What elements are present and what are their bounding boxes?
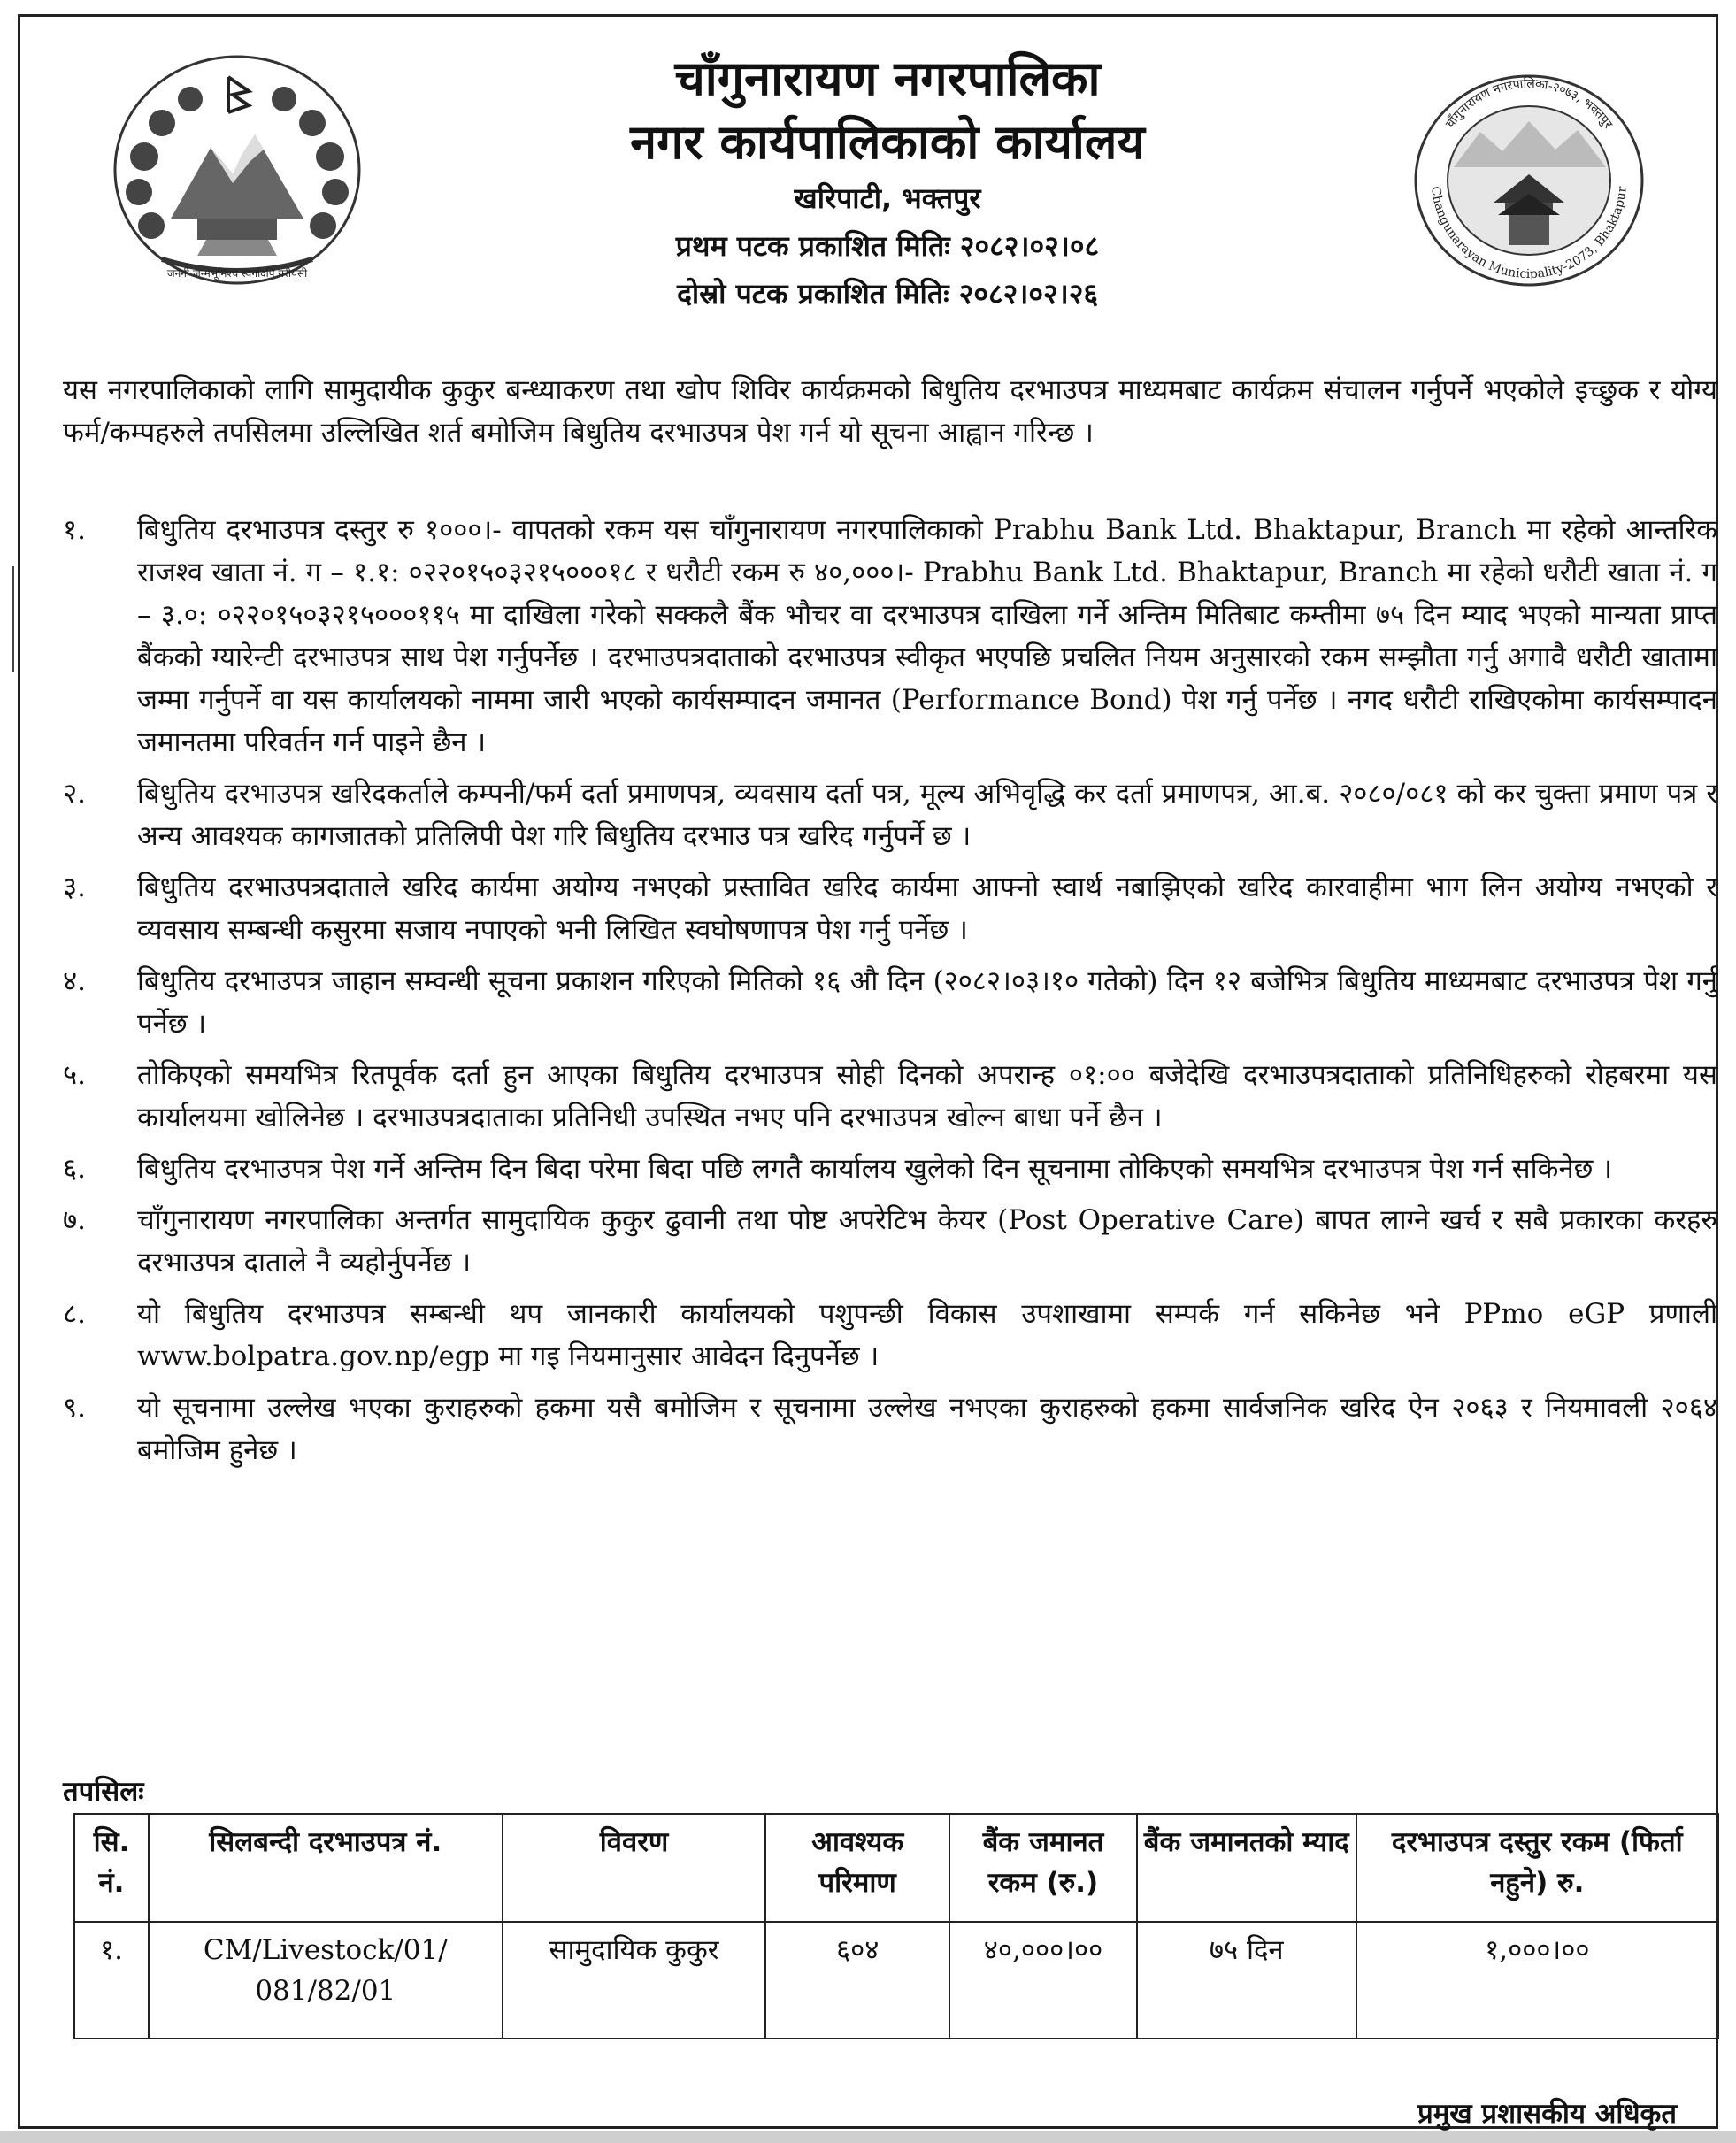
conditions-list [63, 509, 1717, 1480]
office-name: नगर कार्यपालिकाको कार्यालय [630, 114, 1145, 170]
cell-guarantee-amount: ४०,०००।०० [949, 1922, 1137, 2039]
seal-text-bottom: Changunarayan Municipality-2073, Bhaktapur [1428, 185, 1630, 282]
table-header-row [74, 1814, 1718, 1922]
emblem-motto: जननी जन्मभूमिश्च स्वर्गादपि गरीयसी [166, 267, 308, 280]
column-header-guarantee-amount: बैंक जमानत रकम (रु.) [949, 1814, 1137, 1922]
page-edge-mark [0, 566, 14, 672]
cell-guarantee-validity: ७५ दिन [1137, 1922, 1356, 2039]
seal-text-top: चाँगुनारायण नगरपालिका-२०७३, भक्तपुर [1442, 76, 1616, 132]
signoff-title: प्रमुख प्रशासकीय अधिकृत [1417, 2098, 1677, 2130]
condition-item [63, 1199, 1717, 1284]
office-address: खरिपाटी, भक्तपुर [794, 181, 981, 215]
first-published-date: प्रथम पटक प्रकाशित मितिः २०८२।०२।०८ [675, 229, 1100, 263]
column-header-quantity: आवश्यक परिमाण [765, 1814, 949, 1922]
intro-paragraph: यस नगरपालिकाको लागि सामुदायीक कुकुर बन्ध्याकरण तथा खोप शिविर कार्यक्रमको बिधुतिय दरभाउपत्र माध्यमबाट कार्यक्रम संचालन गर्नुपर्ने भएकोले इच्छुक र योग्य फर्म/कम्पहरुले तपसिलमा उल्लिखित शर्त बमोजिम बिधुतिय दरभाउपत्र पेश गर्न यो सूचना आह्वान गरिन्छ । [63, 374, 1717, 449]
condition-item [63, 509, 1717, 764]
column-header-guarantee-validity: बैंक जमानतको म्याद [1137, 1814, 1356, 1922]
schedule-label: तपसिलः [63, 1776, 144, 1808]
condition-number: ९. [63, 1392, 86, 1424]
cell-bid-number: CM/Livestock/01/ 081/82/01 [149, 1922, 503, 2039]
condition-number: ४. [63, 965, 86, 997]
municipality-name: चाँगुनारायण नगरपालिका [674, 50, 1101, 106]
cell-serial: १. [74, 1922, 149, 2039]
second-published-date: दोस्रो पटक प्रकाशित मितिः २०८२।०२।२६ [676, 277, 1099, 311]
condition-item [63, 1148, 1717, 1190]
condition-item [63, 772, 1717, 857]
condition-text: बिधुतिय दरभाउपत्र दस्तुर रु १०००।- वापतको रकम यस चाँगुनारायण नगरपालिकाको Prabhu Bank Ltd. Bhaktapur, Branch मा रहेको आन्तरिक राजश्व खाता नं. ग – १.१: ०२२०१५०३२१५०००१८ र धरौटी रकम रु ४०,०००।- Prabhu Bank Ltd. Bhaktapur, Branch मा रहेको धरौटी खाता नं. ग – ३.०: ०२२०१५०३२१५०००११५ मा दाखिला गरेको सक्कलै बैंक भौचर वा दरभाउपत्र दाखिला गर्ने अन्तिम मितिबाट कम्तीमा ७५ दिन म्याद भएको मान्यता प्राप्त बैंकको ग्यारेन्टी दरभाउपत्र साथ पेश गर्नुपर्नेछ । दरभाउपत्रदाताको दरभाउपत्र स्वीकृत भएपछि प्रचलित नियम अनुसारको रकम सम्झौता गर्नु अगावै धरौटी खातामा जम्मा गर्नुपर्ने वा यस कार्यालयको नाममा जारी भएको कार्यसम्पादन जमानत (Performance Bond) पेश गर्नु पर्नेछ । नगद धरौटी राखिएकोमा कार्यसम्पादन जमानतमा परिवर्तन गर्न पाइने छैन । [137, 514, 1717, 758]
condition-number: ८. [63, 1298, 86, 1330]
cell-bid-fee: १,०००।०० [1356, 1922, 1718, 2039]
condition-text: बिधुतिय दरभाउपत्र जाहान सम्वन्धी सूचना प्रकाशन गरिएको मितिको १६ औ दिन (२०८२।०३।१० गतेको) दिन १२ बजेभित्र बिधुतिय माध्यमबाट दरभाउपत्र पेश गर्नु पर्नेछ । [137, 965, 1717, 1040]
condition-item [63, 1054, 1717, 1139]
condition-number: ७. [63, 1204, 86, 1236]
condition-number: ६. [63, 1153, 86, 1185]
notice-page [18, 14, 1718, 2129]
condition-item [63, 1293, 1717, 1378]
notice-header [410, 47, 1365, 318]
condition-item [63, 1386, 1717, 1471]
condition-text: बिधुतिय दरभाउपत्र खरिदकर्ताले कम्पनी/फर्म दर्ता प्रमाणपत्र, व्यवसाय दर्ता पत्र, मूल्य अभिवृद्धि कर दर्ता प्रमाणपत्र, आ.ब. २०८०/०८१ को कर चुक्ता प्रमाण पत्र र अन्य आवश्यक कागजातको प्रतिलिपी पेश गरि बिधुतिय दरभाउ पत्र खरिद गर्नुपर्ने छ । [137, 778, 1717, 852]
condition-text: बिधुतिय दरभाउपत्र पेश गर्ने अन्तिम दिन बिदा परेमा बिदा पछि लगतै कार्यालय खुलेको दिन सूचनामा तोकिएको समयभित्र दरभाउपत्र पेश गर्न सकिनेछ । [137, 1153, 1612, 1185]
column-header-bid-number: सिलबन्दी दरभाउपत्र नं. [149, 1814, 503, 1922]
cell-description: सामुदायिक कुकुर [503, 1922, 766, 2039]
condition-text: यो सूचनामा उल्लेख भएका कुराहरुको हकमा यसै बमोजिम र सूचनामा उल्लेख नभएका कुराहरुको हकमा सार्वजनिक खरिद ऐन २०६३ र नियमावली २०६४ बमोजिम हुनेछ । [137, 1392, 1717, 1466]
condition-number: ५. [63, 1059, 86, 1091]
column-header-serial: सि. नं. [74, 1814, 149, 1922]
page-bottom-strip [0, 2131, 1736, 2143]
column-header-description: विवरण [503, 1814, 766, 1922]
condition-text: बिधुतिय दरभाउपत्रदाताले खरिद कार्यमा अयोग्य नभएको प्रस्तावित खरिद कार्यमा आफ्नो स्वार्थ नबाझिएको खरिद कारवाहीमा भाग लिन अयोग्य नभएको र व्यवसाय सम्बन्धी कसुरमा सजाय नपाएको भनी लिखित स्वघोषणापत्र पेश गर्नु पर्नेछ । [137, 872, 1717, 946]
condition-number: २. [63, 778, 86, 810]
table-row [74, 1922, 1718, 2039]
schedule-table [73, 1813, 1719, 2039]
municipality-seal-icon [1410, 70, 1648, 291]
column-header-bid-fee: दरभाउपत्र दस्तुर रकम (फिर्ता नहुने) रु. [1356, 1814, 1718, 1922]
condition-number: १. [63, 514, 86, 546]
cell-quantity: ६०४ [765, 1922, 949, 2039]
condition-text: चाँगुनारायण नगरपालिका अन्तर्गत सामुदायिक कुकुर ढुवानी तथा पोष्ट अपरेटिभ केयर (Post Operative Care) बापत लाग्ने खर्च र सबै प्रकारका करहरु दरभाउपत्र दाताले नै व्यहोर्नुपर्नेछ । [137, 1204, 1717, 1279]
condition-text: यो बिधुतिय दरभाउपत्र सम्बन्धी थप जानकारी कार्यालयको पशुपन्छी विकास उपशाखामा सम्पर्क गर्न सकिनेछ भने PPmo eGP प्रणाली www.bolpatra.gov.np/egp मा गइ नियमानुसार आवेदन दिनुपर्नेछ । [137, 1298, 1717, 1372]
nepal-emblem-icon [109, 50, 365, 289]
condition-item [63, 960, 1717, 1045]
condition-item [63, 866, 1717, 951]
condition-number: ३. [63, 872, 86, 903]
condition-text: तोकिएको समयभित्र रितपूर्वक दर्ता हुन आएका बिधुतिय दरभाउपत्र सोही दिनको अपरान्ह ०१:०० बजेदेखि दरभाउपत्रदाताको प्रतिनिधिहरुको रोहबरमा यस कार्यालयमा खोलिनेछ । दरभाउपत्रदाताका प्रतिनिधी उपस्थित नभए पनि दरभाउपत्र खोल्न बाधा पर्ने छैन । [137, 1059, 1717, 1133]
